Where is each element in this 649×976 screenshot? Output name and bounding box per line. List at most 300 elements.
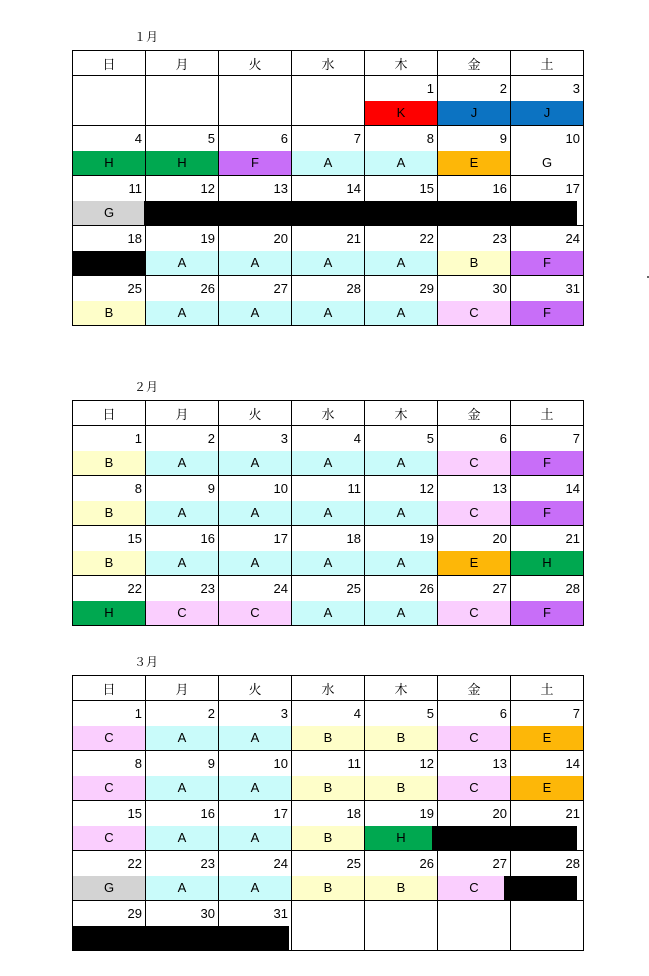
day-cell [365, 476, 438, 526]
month-title: ３月 [134, 655, 159, 669]
day-number: 26 [200, 281, 215, 296]
day-cell [146, 526, 219, 576]
day-cell [292, 276, 365, 326]
week-row [73, 701, 584, 751]
day-number [146, 76, 218, 101]
day-number: 21 [565, 806, 580, 821]
weekday-header: 日 [73, 676, 146, 701]
day-number: 4 [353, 431, 361, 446]
weekday-header: 土 [511, 676, 584, 701]
day-number: 14 [346, 181, 361, 196]
weekday-header-row [73, 51, 584, 76]
day-number: 16 [200, 806, 215, 821]
day-number: 21 [565, 531, 580, 546]
day-cell [365, 276, 438, 326]
shift-label: E [438, 151, 510, 175]
blocked-span [144, 201, 577, 225]
week-row [73, 526, 584, 576]
weekday-header-row [73, 401, 584, 426]
day-cell [73, 576, 146, 626]
day-number: 13 [492, 756, 507, 771]
day-cell [292, 751, 365, 801]
day-cell [438, 576, 511, 626]
shift-label: G [73, 201, 145, 225]
shift-label: C [438, 451, 510, 475]
day-cell [73, 701, 146, 751]
day-cell [73, 801, 146, 851]
shift-label: G [73, 876, 145, 900]
day-cell [73, 526, 146, 576]
day-number: 22 [127, 856, 142, 871]
day-cell [73, 176, 146, 226]
shift-label: F [511, 451, 583, 475]
day-cell [438, 476, 511, 526]
day-cell [511, 701, 584, 751]
day-cell [511, 901, 584, 951]
day-number: 13 [492, 481, 507, 496]
shift-label: A [219, 501, 291, 525]
day-number: 16 [492, 181, 507, 196]
day-cell [511, 76, 584, 126]
blocked-span [432, 826, 577, 850]
day-number: 11 [347, 756, 361, 771]
shift-label: A [365, 251, 437, 275]
shift-label: A [292, 551, 364, 575]
day-cell [365, 901, 438, 951]
shift-label: A [292, 301, 364, 325]
day-cell [292, 901, 365, 951]
weekday-header: 土 [511, 401, 584, 426]
day-number: 27 [273, 281, 288, 296]
shift-label: C [438, 776, 510, 800]
shift-label: C [219, 601, 291, 625]
day-number: 20 [492, 806, 507, 821]
weekday-header: 水 [292, 51, 365, 76]
day-cell [292, 801, 365, 851]
day-number: 31 [565, 281, 580, 296]
day-cell [511, 226, 584, 276]
day-cell [73, 126, 146, 176]
day-number: 9 [207, 756, 215, 771]
weekday-header: 火 [219, 51, 292, 76]
day-cell [146, 226, 219, 276]
calendar-march [72, 655, 580, 951]
day-number: 24 [273, 581, 288, 596]
shift-label: H [365, 826, 437, 850]
shift-label: F [511, 301, 583, 325]
day-number: 15 [127, 531, 142, 546]
shift-label: A [365, 551, 437, 575]
shift-label: A [219, 251, 291, 275]
weekday-header: 木 [365, 676, 438, 701]
day-number: 18 [127, 231, 142, 246]
shift-label: K [365, 101, 437, 125]
day-number: 11 [128, 181, 142, 196]
shift-label: C [438, 601, 510, 625]
shift-label: C [73, 826, 145, 850]
day-number: 6 [499, 431, 507, 446]
weekday-header: 火 [219, 401, 292, 426]
day-cell [146, 276, 219, 326]
day-cell [365, 76, 438, 126]
day-number: 15 [419, 181, 434, 196]
day-cell [438, 426, 511, 476]
shift-label: A [219, 726, 291, 750]
day-cell [146, 76, 219, 126]
day-number: 28 [565, 581, 580, 596]
weekday-header: 金 [438, 401, 511, 426]
day-cell [365, 751, 438, 801]
day-cell [73, 426, 146, 476]
weekday-header: 木 [365, 401, 438, 426]
shift-label: H [146, 151, 218, 175]
day-number: 23 [200, 856, 215, 871]
shift-label: A [292, 151, 364, 175]
day-cell [292, 851, 365, 901]
day-number: 27 [492, 581, 507, 596]
day-cell [73, 476, 146, 526]
day-cell [219, 476, 292, 526]
day-cell [219, 526, 292, 576]
day-number: 9 [499, 131, 507, 146]
month-title: ２月 [134, 380, 159, 394]
shift-label: B [292, 876, 364, 900]
shift-label: C [438, 726, 510, 750]
calendar-january [72, 30, 580, 326]
shift-label: C [73, 776, 145, 800]
day-number: 12 [419, 481, 434, 496]
day-number: 22 [419, 231, 434, 246]
weekday-header: 月 [146, 51, 219, 76]
day-cell [219, 701, 292, 751]
day-number: 24 [565, 231, 580, 246]
weekday-header: 土 [511, 51, 584, 76]
shift-label: J [438, 101, 510, 125]
day-number: 5 [426, 431, 434, 446]
day-number: 19 [200, 231, 215, 246]
shift-label: A [292, 451, 364, 475]
day-cell [219, 276, 292, 326]
day-number: 29 [419, 281, 434, 296]
week-row [73, 126, 584, 176]
shift-label: H [73, 151, 145, 175]
shift-label: A [292, 251, 364, 275]
weekday-header: 水 [292, 401, 365, 426]
day-cell [292, 426, 365, 476]
day-number: 19 [419, 531, 434, 546]
day-cell [511, 126, 584, 176]
shift-label: F [219, 151, 291, 175]
shift-label: B [73, 551, 145, 575]
shift-label: C [146, 601, 218, 625]
day-cell [146, 851, 219, 901]
day-cell [438, 701, 511, 751]
shift-label: B [438, 251, 510, 275]
day-number: 29 [127, 906, 142, 921]
day-number: 7 [572, 431, 580, 446]
day-cell [146, 576, 219, 626]
shift-label: A [219, 876, 291, 900]
day-number: 11 [347, 481, 361, 496]
week-row [73, 476, 584, 526]
week-row [73, 276, 584, 326]
day-cell [438, 226, 511, 276]
day-number: 6 [499, 706, 507, 721]
shift-label: J [511, 101, 583, 125]
shift-label: C [438, 501, 510, 525]
shift-label: G [541, 155, 553, 170]
day-number: 8 [134, 756, 142, 771]
shift-label: A [146, 451, 218, 475]
day-number: 28 [346, 281, 361, 296]
day-cell [219, 76, 292, 126]
weekday-header: 月 [146, 401, 219, 426]
day-number: 26 [419, 856, 434, 871]
shift-label: B [365, 876, 437, 900]
day-cell [511, 751, 584, 801]
day-cell [219, 851, 292, 901]
shift-label: A [365, 301, 437, 325]
day-number: 3 [280, 706, 288, 721]
day-cell [511, 276, 584, 326]
shift-label: E [511, 776, 583, 800]
shift-label: B [365, 726, 437, 750]
day-cell [292, 226, 365, 276]
day-number: 9 [207, 481, 215, 496]
day-number: 4 [353, 706, 361, 721]
shift-label: B [292, 826, 364, 850]
day-cell [146, 701, 219, 751]
day-cell [365, 526, 438, 576]
shift-label: F [511, 601, 583, 625]
day-cell [292, 476, 365, 526]
day-cell [365, 426, 438, 476]
shift-label: A [292, 601, 364, 625]
shift-label: A [292, 501, 364, 525]
day-number: 10 [273, 481, 288, 496]
week-row [73, 226, 584, 276]
week-row [73, 426, 584, 476]
day-cell [219, 226, 292, 276]
day-number: 7 [572, 706, 580, 721]
day-number: 18 [346, 531, 361, 546]
month-title: １月 [134, 30, 159, 44]
day-cell [511, 426, 584, 476]
day-number: 1 [134, 706, 142, 721]
day-cell [146, 126, 219, 176]
day-cell [365, 801, 438, 851]
shift-label: C [73, 726, 145, 750]
day-number: 24 [273, 856, 288, 871]
day-number: 14 [565, 481, 580, 496]
day-number: 25 [346, 856, 361, 871]
shift-label: C [438, 876, 510, 900]
weekday-header-row [73, 676, 584, 701]
day-number: 18 [346, 806, 361, 821]
day-number: 30 [200, 906, 215, 921]
calendar-grid [72, 675, 584, 951]
blocked-span [72, 926, 289, 950]
day-number: 23 [492, 231, 507, 246]
day-number: 20 [273, 231, 288, 246]
day-cell [438, 851, 511, 901]
shift-label: B [73, 451, 145, 475]
day-cell [365, 226, 438, 276]
day-cell [511, 576, 584, 626]
day-number: 2 [207, 706, 215, 721]
day-cell [365, 851, 438, 901]
shift-label: B [292, 726, 364, 750]
shift-label: E [438, 551, 510, 575]
blocked-span [504, 876, 577, 900]
day-number: 21 [346, 231, 361, 246]
weekday-header: 金 [438, 676, 511, 701]
shift-label: A [365, 451, 437, 475]
shift-label: C [438, 301, 510, 325]
shift-label: B [73, 501, 145, 525]
day-number: 19 [419, 806, 434, 821]
shift-label: A [146, 251, 218, 275]
day-number: 3 [572, 81, 580, 96]
day-cell [73, 76, 146, 126]
day-number [438, 901, 510, 926]
day-cell [292, 76, 365, 126]
day-number: 8 [426, 131, 434, 146]
shift-label: A [146, 501, 218, 525]
day-number [292, 901, 364, 926]
day-number: 3 [280, 431, 288, 446]
week-row [73, 576, 584, 626]
day-number: 26 [419, 581, 434, 596]
day-number: 16 [200, 531, 215, 546]
day-number: 12 [200, 181, 215, 196]
day-number: 13 [273, 181, 288, 196]
day-cell [438, 276, 511, 326]
shift-label: A [219, 551, 291, 575]
day-cell [438, 126, 511, 176]
blocked-span [72, 251, 145, 275]
day-cell [73, 276, 146, 326]
weekday-header: 日 [73, 401, 146, 426]
week-row [73, 751, 584, 801]
day-number [511, 901, 583, 926]
day-cell [438, 751, 511, 801]
shift-label: F [511, 251, 583, 275]
day-number: 6 [280, 131, 288, 146]
shift-label: A [219, 451, 291, 475]
calendar-grid [72, 50, 584, 326]
day-number [73, 76, 145, 101]
day-number: 1 [134, 431, 142, 446]
shift-label: A [365, 601, 437, 625]
day-cell [219, 426, 292, 476]
day-number: 2 [499, 81, 507, 96]
shift-label: A [146, 551, 218, 575]
day-cell [219, 126, 292, 176]
shift-label: B [73, 301, 145, 325]
day-cell [73, 751, 146, 801]
shift-label: A [219, 776, 291, 800]
day-cell [146, 751, 219, 801]
day-number: 12 [419, 756, 434, 771]
day-cell [511, 526, 584, 576]
calendar-grid [72, 400, 584, 626]
day-cell [292, 576, 365, 626]
weekday-header: 木 [365, 51, 438, 76]
shift-label: F [511, 501, 583, 525]
day-cell [438, 901, 511, 951]
day-number: 5 [426, 706, 434, 721]
day-number: 25 [127, 281, 142, 296]
day-cell [511, 476, 584, 526]
shift-label: A [365, 501, 437, 525]
day-number: 28 [565, 856, 580, 871]
day-number: 1 [426, 81, 434, 96]
day-cell [292, 126, 365, 176]
weekday-header: 火 [219, 676, 292, 701]
day-number: 31 [273, 906, 288, 921]
shift-label: B [365, 776, 437, 800]
shift-label: H [511, 551, 583, 575]
day-cell [365, 701, 438, 751]
day-number: 22 [127, 581, 142, 596]
day-cell [146, 476, 219, 526]
shift-label: A [219, 301, 291, 325]
day-number [365, 901, 437, 926]
day-number: 17 [273, 531, 288, 546]
shift-label: A [146, 726, 218, 750]
day-number: 17 [565, 181, 580, 196]
day-cell [219, 751, 292, 801]
day-cell [73, 851, 146, 901]
day-number [292, 76, 364, 101]
shift-label: H [73, 601, 145, 625]
weekday-header: 水 [292, 676, 365, 701]
day-number: 20 [492, 531, 507, 546]
day-cell [219, 801, 292, 851]
day-number: 25 [346, 581, 361, 596]
day-cell [146, 426, 219, 476]
day-number: 23 [200, 581, 215, 596]
day-number: 8 [134, 481, 142, 496]
day-number: 10 [565, 131, 580, 146]
day-number: 7 [353, 131, 361, 146]
day-cell [438, 526, 511, 576]
day-cell [219, 576, 292, 626]
day-cell [146, 801, 219, 851]
shift-label: E [511, 726, 583, 750]
shift-label: A [219, 826, 291, 850]
day-cell [292, 526, 365, 576]
day-cell [292, 701, 365, 751]
shift-label: B [292, 776, 364, 800]
day-number: 27 [492, 856, 507, 871]
day-cell [365, 576, 438, 626]
day-number: 14 [565, 756, 580, 771]
calendar-february [72, 380, 580, 626]
shift-label: A [365, 151, 437, 175]
weekday-header: 金 [438, 51, 511, 76]
day-number: 5 [207, 131, 215, 146]
shift-label: A [146, 876, 218, 900]
day-cell [438, 76, 511, 126]
day-number [219, 76, 291, 101]
shift-label: A [146, 301, 218, 325]
day-number: 2 [207, 431, 215, 446]
day-number: 4 [134, 131, 142, 146]
day-number: 10 [273, 756, 288, 771]
shift-label: A [146, 776, 218, 800]
